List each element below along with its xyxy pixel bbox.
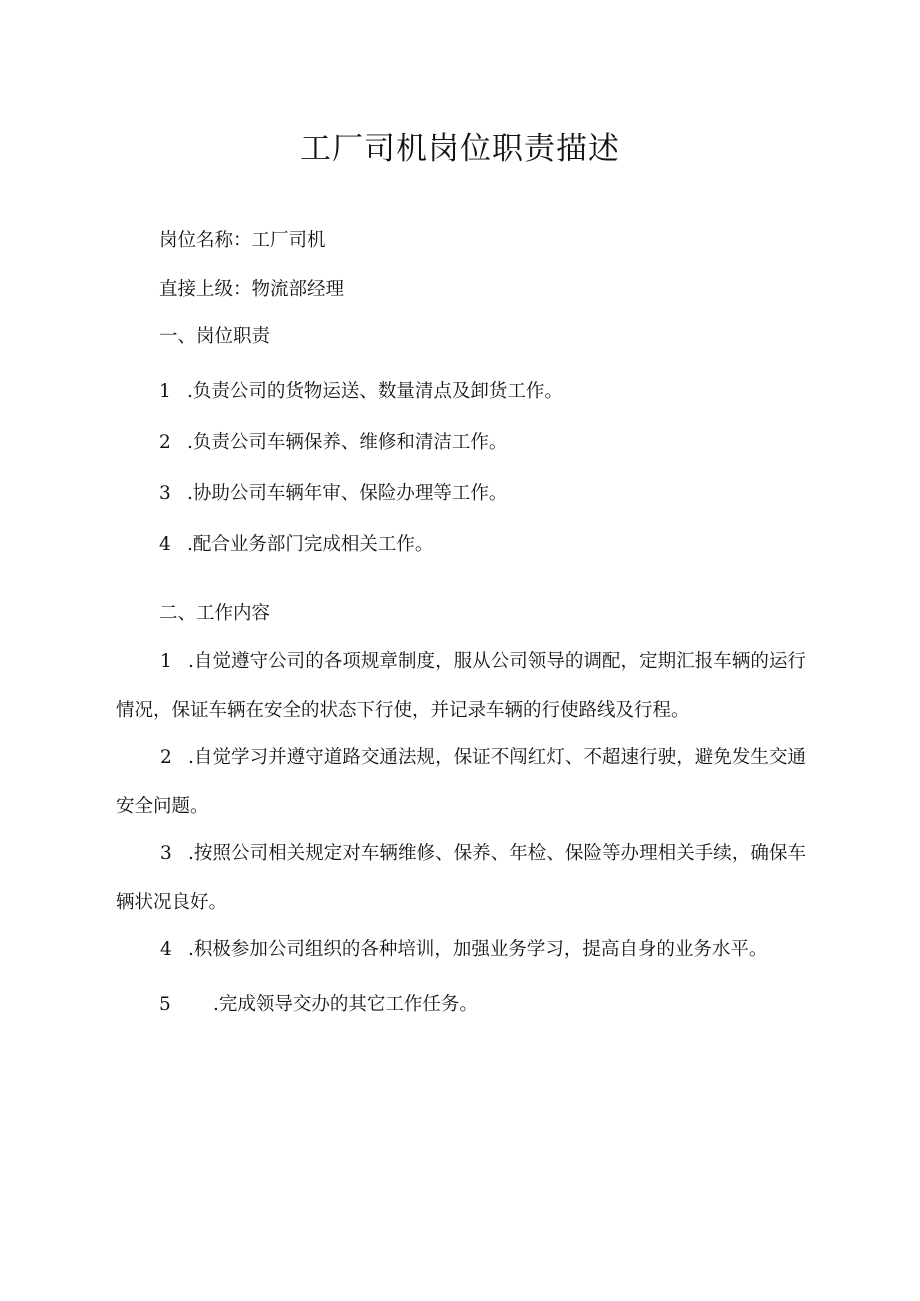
- list-item-number: 2: [160, 747, 172, 768]
- list-item-number: 4: [160, 939, 172, 960]
- list-item-number: 4: [159, 534, 171, 555]
- list-item-text: .积极参加公司组织的各种培训，加强业务学习，提高自身的业务水平。: [188, 939, 768, 960]
- list-item-text: .按照公司相关规定对车辆维修、保养、年检、保险等办理相关手续，确保车辆状况良好。: [116, 843, 806, 913]
- list-item: [159, 532, 433, 558]
- list-item-number: 1: [159, 381, 171, 402]
- page-title: 工厂司机岗位职责描述: [300, 131, 620, 167]
- list-item-text: .完成领导交办的其它工作任务。: [213, 994, 478, 1015]
- list-item: [116, 925, 826, 974]
- list-item: [159, 430, 507, 456]
- list-item: [116, 829, 806, 927]
- section-heading-work-content: 二、工作内容: [159, 603, 271, 624]
- list-item-number: 1: [160, 651, 172, 672]
- list-item: [159, 992, 478, 1018]
- list-item-number: 3: [159, 483, 171, 504]
- list-item-text: .负责公司的货物运送、数量清点及卸货工作。: [187, 381, 563, 402]
- list-item-text: .负责公司车辆保养、维修和清洁工作。: [187, 432, 508, 453]
- list-item-text: .自觉学习并遵守道路交通法规，保证不闯红灯、不超速行驶，避免发生交通安全问题。: [116, 747, 806, 817]
- list-item: [159, 379, 563, 405]
- list-item: [116, 733, 806, 831]
- position-name: 岗位名称：工厂司机: [159, 230, 326, 251]
- list-item-text: .配合业务部门完成相关工作。: [187, 534, 434, 555]
- list-item: [159, 481, 507, 507]
- list-item-number: 5: [159, 994, 171, 1015]
- list-item-number: 3: [160, 843, 172, 864]
- section-heading-responsibilities: 一、岗位职责: [159, 326, 271, 347]
- list-item-text: .协助公司车辆年审、保险办理等工作。: [187, 483, 508, 504]
- list-item-text: .自觉遵守公司的各项规章制度，服从公司领导的调配，定期汇报车辆的运行情况，保证车辆在安全的状态下行使，并记录车辆的行使路线及行程。: [116, 651, 806, 721]
- list-item-number: 2: [159, 432, 171, 453]
- direct-supervisor: 直接上级：物流部经理: [159, 279, 345, 300]
- list-item: [116, 637, 806, 735]
